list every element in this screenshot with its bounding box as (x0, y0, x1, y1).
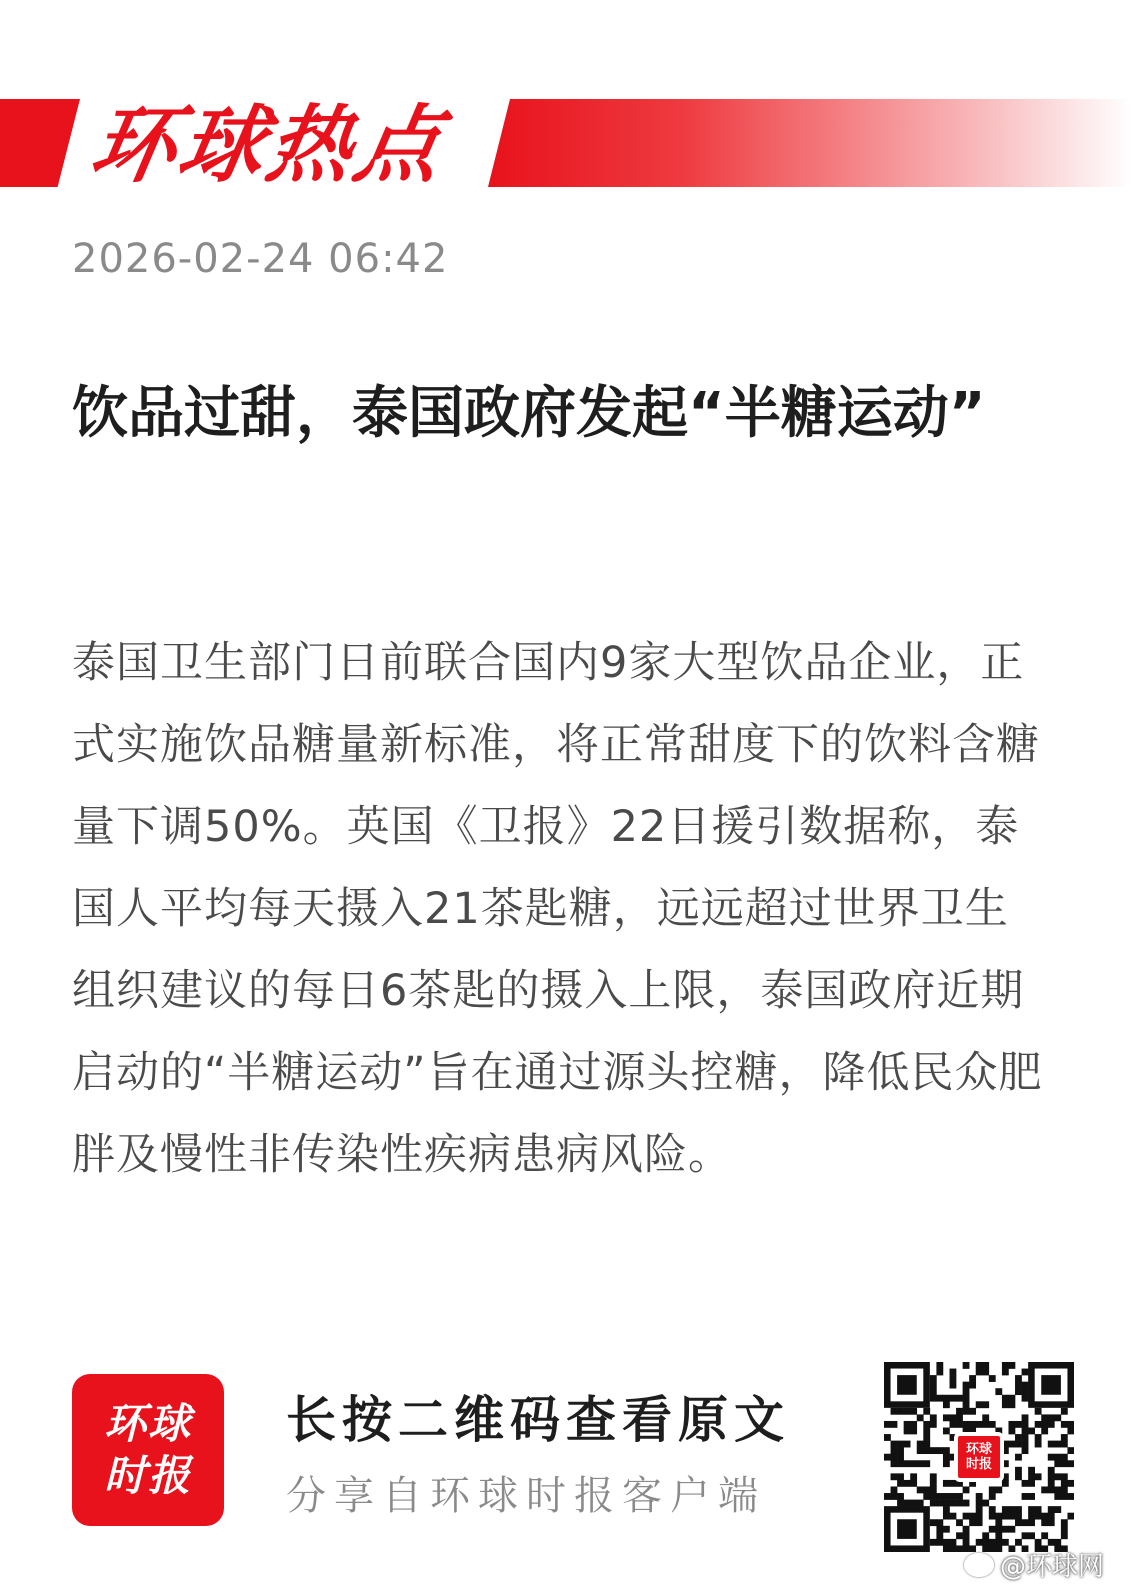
article-timestamp: 2026-02-24 06:42 (72, 236, 449, 282)
header-banner (0, 95, 1132, 194)
banner-gradient-stripe (488, 99, 1132, 187)
qr-center-logo (954, 1432, 1004, 1482)
app-logo-line2: 时报 (103, 1451, 192, 1500)
qr-center-line2: 时报 (965, 1457, 992, 1472)
qr-instruction: 长按二维码查看原文 (286, 1391, 790, 1449)
banner-left-stripe (0, 99, 80, 187)
qr-code[interactable] (884, 1362, 1074, 1552)
banner-title: 环球热点 (83, 95, 453, 194)
weibo-icon (964, 1553, 994, 1577)
watermark-text: @环球网 (999, 1552, 1104, 1582)
app-logo (72, 1374, 224, 1526)
article-headline: 饮品过甜，泰国政府发起“半糖运动” (72, 381, 986, 446)
article-body: 泰国卫生部门日前联合国内9家大型饮品企业，正式实施饮品糖量新标准，将正常甜度下的饮料含糖量下调50%。英国《卫报》22日援引数据称，泰国人平均每天摄入21茶匙糖，远远超过世界卫生组织建议的每日6茶匙的摄入上限，泰国政府近期启动的“半糖运动”旨在通过源头控糖，降低民众肥胖及慢性非传染性疾病患病风险。 (72, 638, 1043, 1180)
qr-center-line1: 环球 (965, 1442, 992, 1457)
weibo-watermark (964, 1546, 1104, 1583)
share-source: 分享自环球时报客户端 (286, 1473, 766, 1519)
app-logo-line1: 环球 (103, 1399, 192, 1448)
share-footer (0, 1352, 1132, 1593)
